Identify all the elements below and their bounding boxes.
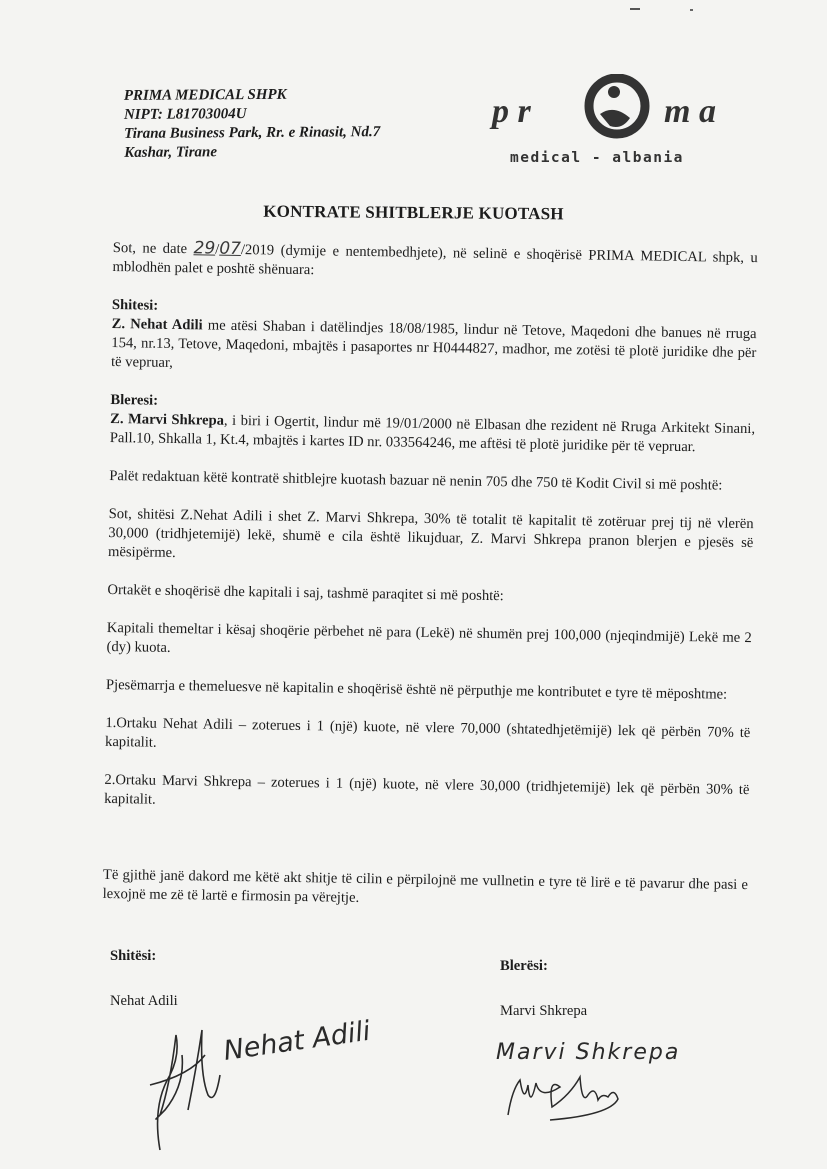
company-city: Kashar, Tirane <box>124 144 218 161</box>
company-name: PRIMA MEDICAL SHPK <box>123 86 287 104</box>
handwritten-month: 07 <box>219 238 242 260</box>
scan-mark <box>690 9 693 11</box>
buyer-name: Z. Marvi Shkrepa <box>110 410 225 429</box>
seller-handwritten-signature <box>130 1015 380 1155</box>
contract-body <box>103 238 758 914</box>
partner-1-paragraph: 1.Ortaku Nehat Adili – zoterues i 1 (një) kuote, në vlere 70,000 (shtatedhjetëmijë) lek që përbën 70% të kapitalit. <box>104 714 751 751</box>
seller-signature-block <box>110 948 178 1010</box>
agreement-paragraph: Të gjithë janë dakord me këtë akt shitje të cilin e përpilojnë me vullnetin e tyre të lirë e të pavarur dhe pasi e lexojnë me zë të lartë e firmosin pa vërejtje. <box>102 866 749 906</box>
buyer-paragraph: Z. Marvi Shkrepa, i biri i Ogertit, lindur më 19/01/2000 në Elbasan dhe rezident në Rrugа Arkitekt Sinani, Pall.10, Shkalla 1, Kt.4, mbajtës i kartes ID nr. 033564246, me aftësi të plotë juridike për të vepruar. <box>109 410 756 456</box>
buyer-handwritten-signature <box>490 1025 690 1135</box>
seller-handwritten-text: Nehat Adili <box>221 1015 373 1067</box>
buyer-label: Bleresi: <box>110 391 159 409</box>
sale-paragraph: Sot, shitësi Z.Nehat Adili i shet Z. Marvi Shkrepa, 30% të totalit të kapitalit të zotëruar prej tij në vlerën 30,000 (tridhjetemijë) lekë, shumë e cila është likujduar, Z. Marvi Shkrepa pranon blerjen e pjesës së mësipërme. <box>107 505 754 562</box>
capital-paragraph: Kapitali themeltar i kësaj shoqërie përbehet në para (Lekë) në shumën prej 100,000 (njeqindmijë) Lekë me 2 (dy) kuota. <box>106 619 752 656</box>
company-header <box>124 85 381 163</box>
seller-signature-label: Shitësi: <box>110 948 157 964</box>
partners-paragraph: Ortakët e shoqërisë dhe kapitali i saj, tashmë paraqitet si më poshtë: <box>107 581 504 605</box>
company-nipt: NIPT: L81703004U <box>123 106 247 123</box>
seller-signature-name: Nehat Adili <box>110 993 178 1009</box>
partner-2-paragraph: 2.Ortaku Marvi Shkrepa – zoterues i 1 (një) kuote, në vlere 30,000 (tridhjetemijë) lek që përbën 30% të kapitalit. <box>104 771 750 808</box>
seller-name: Z. Nehat Adili <box>111 315 203 334</box>
logo-text-right: m a <box>664 93 716 130</box>
buyer-signature-name: Marvi Shkrepa <box>500 1003 588 1019</box>
seller-paragraph: Z. Nehat Adili me atësi Shaban i datëlindjes 18/08/1985, lindur në Tetove, Maqedoni dhe banues në rruga 154, nr.13, Tetove, Maqedoni, mbajtës i pasaportes nr H0444827, madhor, me zotësi të plotë juridike dhe për të vepruar, <box>110 315 757 371</box>
legal-basis-paragraph: Palët redaktuan këtë kontratë shitblejre kuotash bazuar në nenin 705 dhe 750 të Kodit Civil si më poshtë: <box>109 467 723 494</box>
handwritten-day: 29 <box>193 238 216 259</box>
logo-emblem-icon <box>589 78 645 134</box>
scan-mark <box>630 8 640 10</box>
buyer-signature-label: Blerësi: <box>500 958 548 974</box>
logo-tagline: medical - albania <box>510 150 684 166</box>
buyer-handwritten-text: Marvi Shkrepa <box>496 1040 681 1065</box>
participation-paragraph: Pjesëmarrja e themeluesve në kapitalin e shoqërisë është në përputhje me kontributet e tyre të mëposhtme: <box>105 676 728 703</box>
buyer-signature-block <box>500 958 587 1020</box>
document-title: KONTRATE SHITBLERJE KUOTASH <box>263 201 564 224</box>
seller-label: Shitesi: <box>111 296 159 314</box>
prima-logo <box>482 74 772 174</box>
intro-paragraph: Sot, ne date 29/07/2019 (dymije e nentembedhjete), në selinë e shoqërisë PRIMA MEDICAL shpk, u mblodhën palet e poshtë shënuara: <box>112 238 758 279</box>
company-address: Tirana Business Park, Rr. e Rinasit, Nd.7 <box>124 124 381 142</box>
logo-text-left: p r <box>492 93 531 130</box>
